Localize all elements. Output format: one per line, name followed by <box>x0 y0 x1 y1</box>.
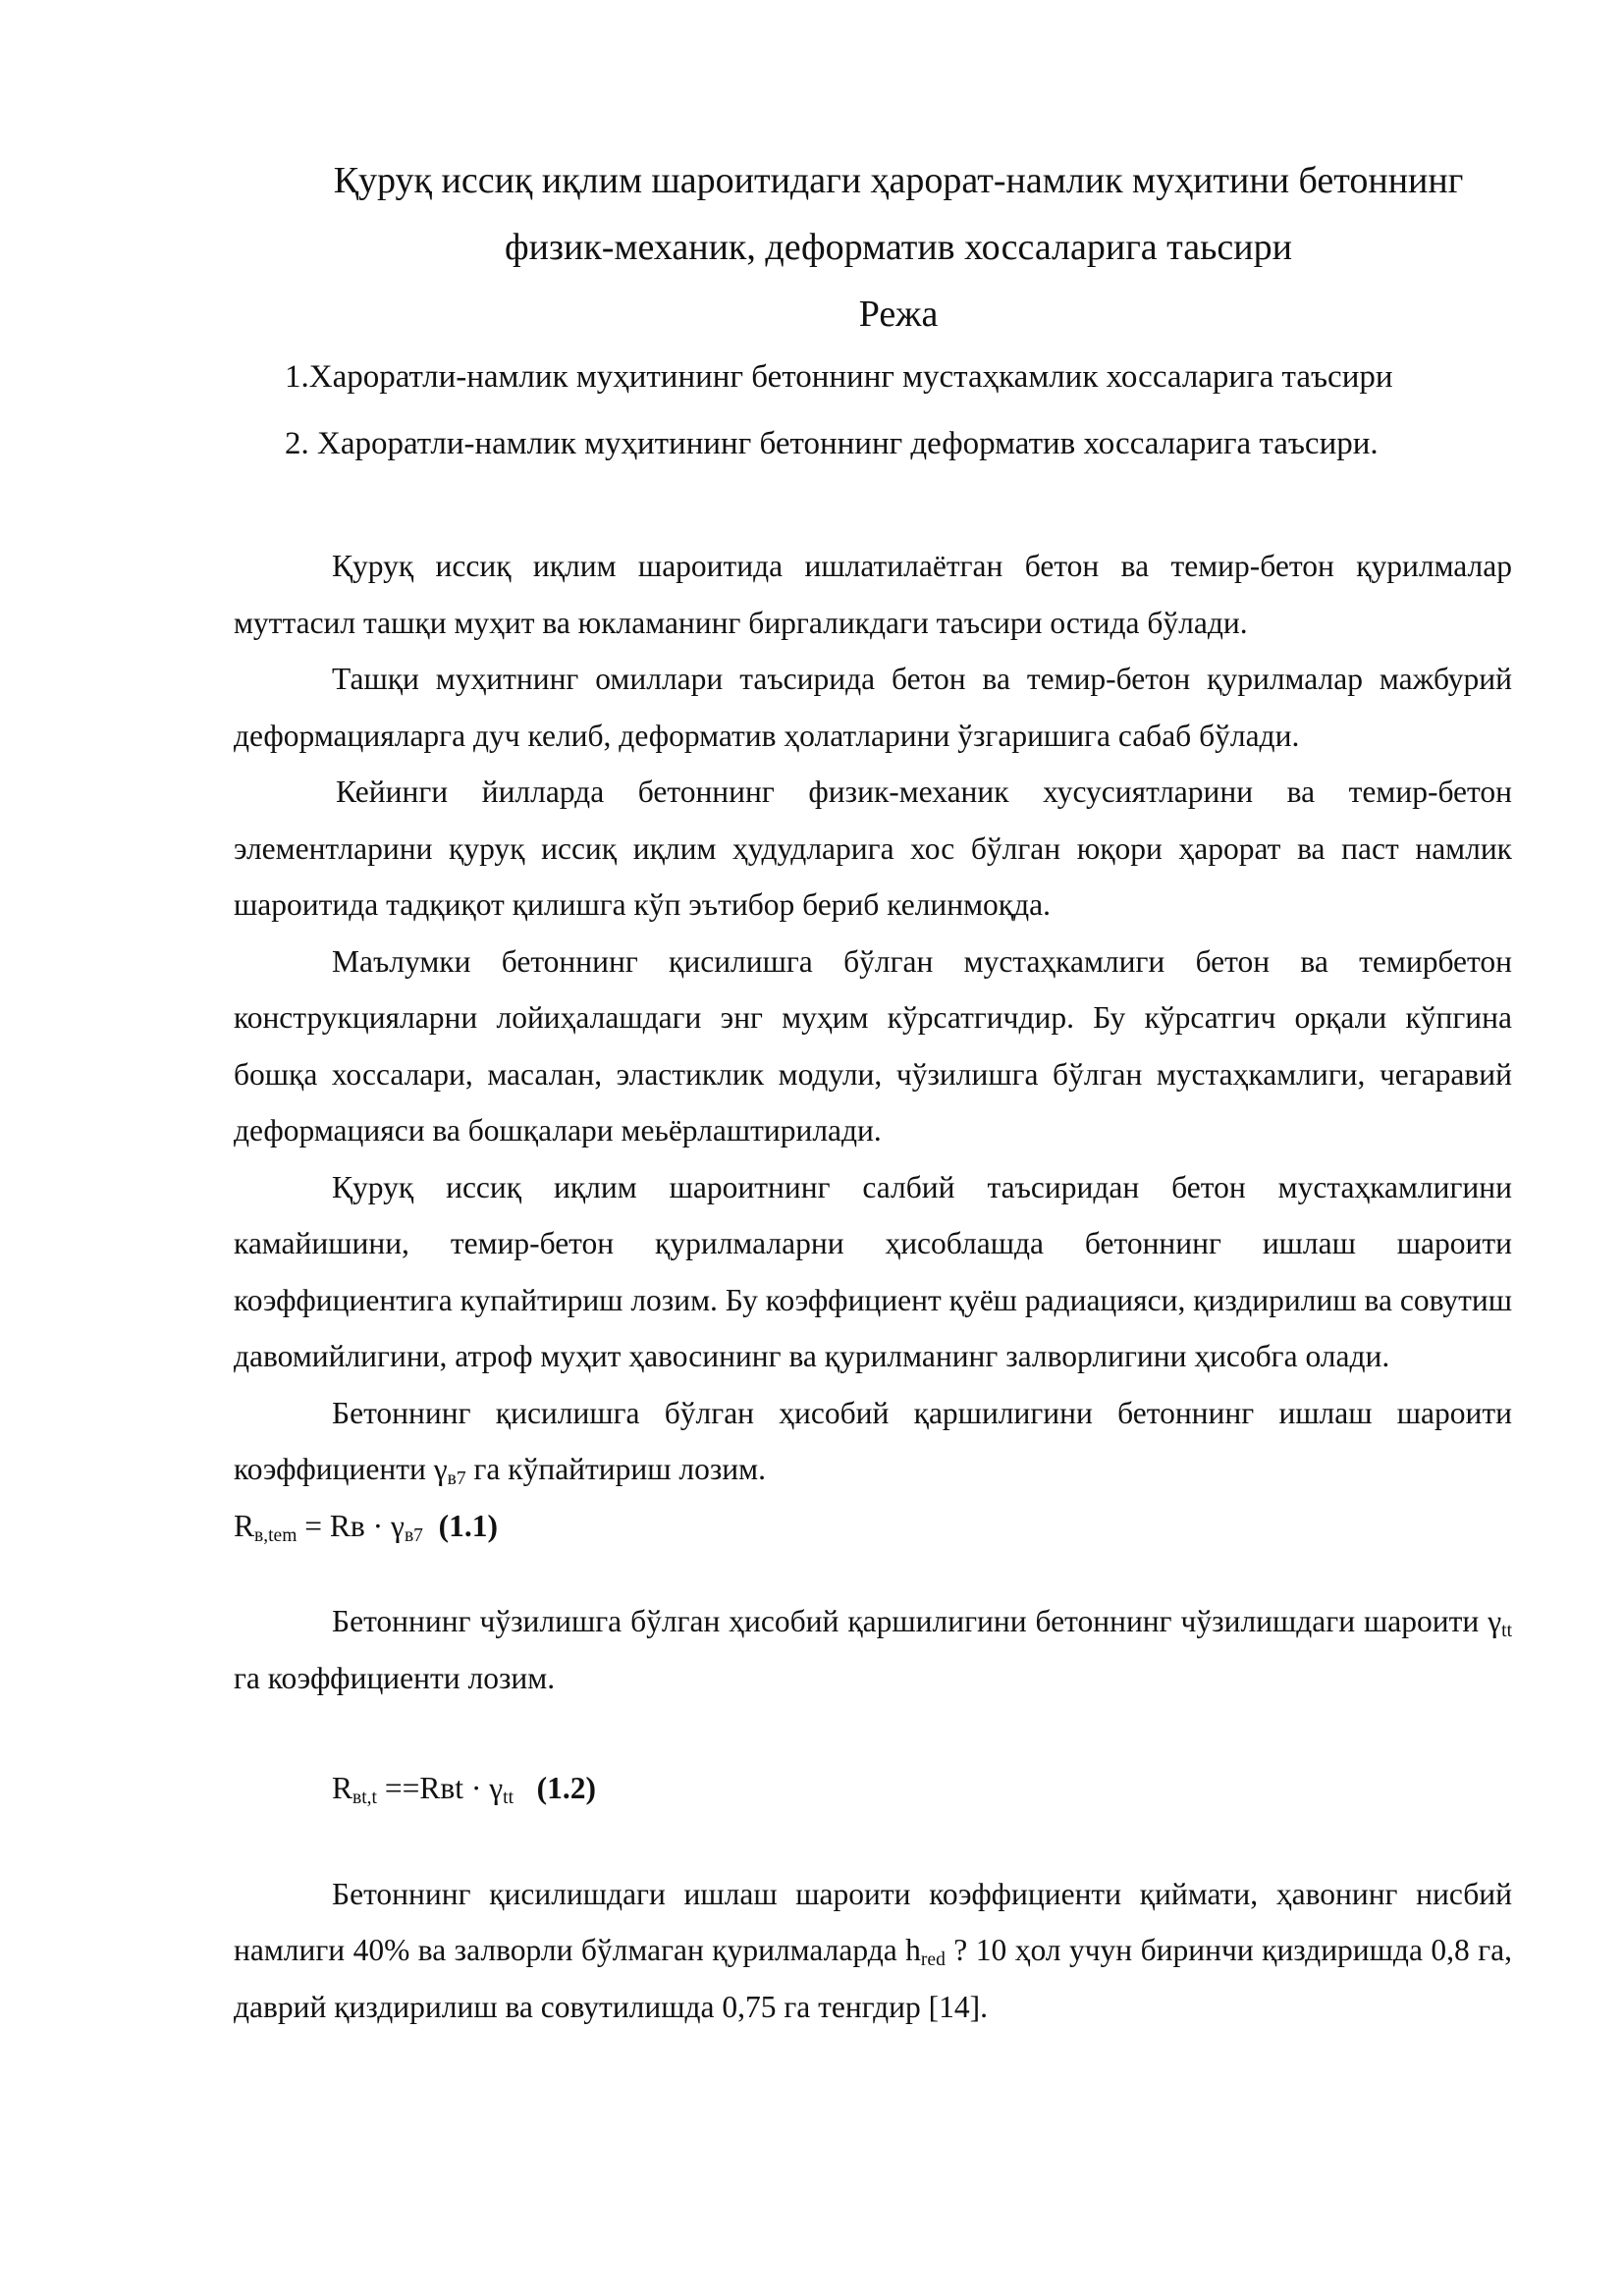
plan-item-2: 2. Хароратли-намлик муҳитининг бетоннинг деформатив хоссаларига таъсири. <box>285 426 1379 461</box>
paragraph-6-text-end: га кўпайтириш лозим. <box>465 1452 766 1486</box>
spacer <box>234 1706 1512 1760</box>
formula-2-lhs: R <box>332 1771 353 1805</box>
formula-1 <box>234 1498 1512 1555</box>
formula-1-lhs-subscript: в,tem <box>254 1524 298 1546</box>
spacer <box>234 1817 1512 1866</box>
paragraph-8-subscript: red <box>920 1949 946 1970</box>
formula-2-lhs-subscript: вt,t <box>352 1787 377 1808</box>
formula-1-rhs-subscript: в7 <box>404 1524 423 1546</box>
spacer <box>234 1554 1512 1593</box>
document-body <box>234 538 1512 2035</box>
formula-1-number: (1.1) <box>438 1508 499 1543</box>
formula-2-rhs: ==Rвt · γ <box>376 1771 504 1805</box>
formula-1-rhs: = Rв · γ <box>297 1508 405 1543</box>
formula-2-rhs-subscript: tt <box>503 1787 514 1808</box>
paragraph-8 <box>234 1866 1512 2036</box>
plan-heading: Режа <box>858 294 939 335</box>
paragraph-3: Кейинги йилларда бетоннинг физик-механик хусусиятларини ва темир-бетон элементларини қуруқ иссиқ иқлим ҳудудларига хос бўлган юқори ҳарорат ва паст намлик шароитида тадқиқот қилишга кўп эътибор бериб келинмоқда. <box>234 774 1512 922</box>
paragraph-2: Ташқи муҳитнинг омиллари таъсирида бетон ва темир-бетон қурилмалар мажбурий деформацияларга дуч келиб, деформатив ҳолатларини ўзгаришига сабаб бўлади. <box>234 662 1512 753</box>
paragraph-8-text: Бетоннинг қисилишдаги ишлаш шароити коэффициенти қиймати, ҳавонинг нисбий намлиги 40% ва залворли бўлмаган қурилмаларда h <box>234 1876 1512 1967</box>
paragraph-1: Қуруқ иссиқ иқлим шароитида ишлатилаётган бетон ва темир-бетон қурилмалар муттасил ташқи муҳит ва юкламанинг биргаликдаги таъсири остида бўлади. <box>234 549 1512 640</box>
paragraph-5: Қуруқ иссиқ иқлим шароитнинг салбий таъсиридан бетон мустаҳкамлигини камайишини, темир-бетон қурилмаларни ҳисоблашда бетоннинг ишлаш шароити коэффициентига купайтириш лозим. Бу коэффициент қуёш радиацияси, қиздирилиш ва совутиш давомийлигини, атроф муҳит ҳавосининг ва қурилманинг залворлигини ҳисобга олади. <box>234 1169 1512 1373</box>
formula-2 <box>234 1760 1512 1817</box>
paragraph-6 <box>234 1385 1512 1498</box>
paragraph-7-text-end: га коэффициенти лозим. <box>234 1660 556 1695</box>
document-title-line-1: Қуруқ иссиқ иқлим шароитидаги ҳарорат-намлик муҳитини бетоннинг <box>333 160 1464 201</box>
plan-item-1: 1.Хароратли-намлик муҳитининг бетоннинг мустаҳкамлик хоссаларига таъсири <box>285 359 1393 395</box>
paragraph-6-text: Бетоннинг қисилишга бўлган ҳисобий қаршилигини бетоннинг ишлаш шароити коэффициенти γ <box>234 1395 1512 1486</box>
paragraph-8-text-end: ? 10 ҳол учун биринчи қиздиришда 0,8 га, даврий қиздирилиш ва совутилишда 0,75 га тенгдир [14]. <box>234 1933 1512 2024</box>
paragraph-7-text: Бетоннинг чўзилишга бўлган ҳисобий қаршилигини бетоннинг чўзилишдаги шароити γ <box>332 1604 1502 1638</box>
paragraph-7 <box>234 1593 1512 1706</box>
paragraph-7-subscript: tt <box>1501 1620 1512 1641</box>
formula-2-number: (1.2) <box>536 1771 597 1805</box>
document-title-line-2: физик-механик, деформатив хоссаларига таьсири <box>505 227 1292 268</box>
paragraph-4: Маълумки бетоннинг қисилишга бўлган мустаҳкамлиги бетон ва темирбетон конструкцияларни лойиҳалашдаги энг муҳим кўрсатгичдир. Бу кўрсатгич орқали кўпгина бошқа хоссалари, масалан, эластиклик модули, чўзилишга бўлган мустаҳкамлиги, чегаравий деформацияси ва бошқалари меьёрлаштирилади. <box>234 943 1512 1148</box>
formula-1-lhs: R <box>234 1508 255 1543</box>
paragraph-6-subscript: в7 <box>447 1468 466 1489</box>
